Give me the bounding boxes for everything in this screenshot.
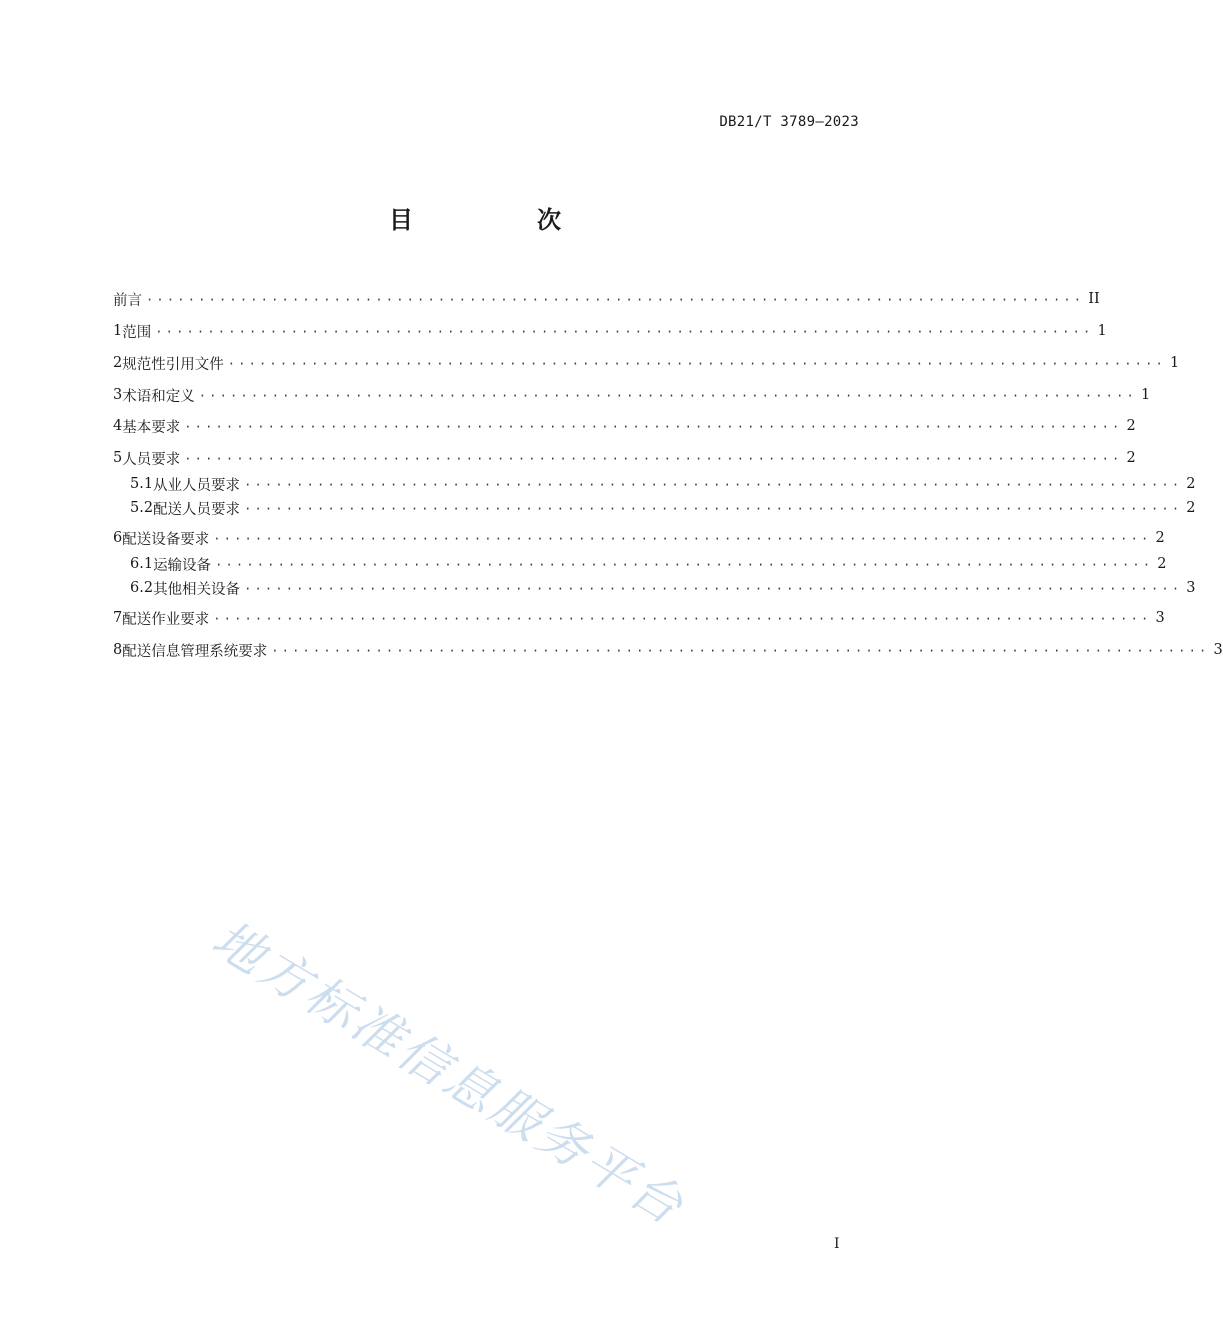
toc-entry-page: 3	[1186, 580, 1196, 596]
toc-entry-label: 配送信息管理系统要求	[122, 643, 268, 660]
toc-entry-page: II	[1088, 291, 1100, 307]
toc-entry-terms-definitions[interactable]	[113, 384, 1151, 406]
toc-entry-number: 5.1	[130, 476, 154, 492]
toc-entry-normative-references[interactable]	[113, 352, 1180, 374]
toc-entry-label: 从业人员要求	[153, 477, 241, 494]
toc-entry-number: 4	[113, 418, 123, 434]
toc-entry-number: 8	[113, 642, 123, 658]
toc-entry-number: 1	[113, 323, 123, 339]
toc-leader-dots: ··························································································	[198, 389, 1137, 403]
toc-entry-basic-requirements[interactable]	[113, 415, 1136, 437]
toc-entry-page: 2	[1186, 476, 1196, 492]
toc-leader-dots: ··························································································	[213, 532, 1152, 546]
toc-leader-dots: ··························································································	[271, 644, 1210, 658]
page-title: 目 次	[389, 206, 611, 234]
toc-entry-number: 5.2	[130, 500, 154, 516]
toc-leader-dots: ··························································································	[184, 452, 1123, 466]
toc-entry-page: 3	[1155, 610, 1165, 626]
toc-entry-staff-requirements[interactable]	[130, 473, 1196, 495]
toc-leader-dots: ··························································································	[244, 582, 1183, 596]
toc-entry-label: 范围	[122, 324, 152, 341]
toc-entry-information-system-requirements[interactable]	[113, 639, 1223, 661]
toc-entry-page: 1	[1169, 355, 1180, 371]
toc-entry-equipment-requirements[interactable]	[113, 527, 1165, 549]
toc-entry-page: 2	[1155, 530, 1165, 546]
toc-leader-dots: ··························································································	[215, 558, 1154, 572]
toc-entry-number: 2	[113, 355, 123, 371]
toc-entry-label: 规范性引用文件	[122, 356, 224, 373]
toc-entry-page: 2	[1126, 450, 1136, 466]
toc-entry-label: 基本要求	[122, 419, 181, 436]
toc-entry-foreword[interactable]	[113, 288, 1100, 310]
toc-entry-delivery-staff-requirements[interactable]	[130, 497, 1196, 519]
toc-entry-page: 2	[1126, 418, 1136, 434]
toc-leader-dots: ··························································································	[146, 293, 1085, 307]
toc-entry-number: 7	[113, 610, 123, 626]
document-code: DB21/T 3789—2023	[719, 114, 859, 130]
toc-entry-label: 配送人员要求	[153, 501, 241, 518]
toc-entry-number: 5	[113, 450, 123, 466]
toc-entry-page: 2	[1186, 500, 1196, 516]
toc-entry-label: 其他相关设备	[153, 581, 241, 598]
toc-entry-other-equipment[interactable]	[130, 577, 1196, 599]
toc-leader-dots: ··························································································	[184, 420, 1123, 434]
toc-entry-number: 6.1	[130, 556, 154, 572]
toc-leader-dots: ··························································································	[155, 325, 1094, 339]
watermark: 地方标准信息服务平台	[202, 909, 696, 1238]
toc-entry-label: 人员要求	[122, 451, 181, 468]
toc-entry-label: 运输设备	[153, 557, 212, 574]
toc-leader-dots: ··························································································	[227, 357, 1166, 371]
toc-entry-number: 6.2	[130, 580, 154, 596]
toc-entry-label: 前言	[113, 292, 142, 309]
toc-entry-number: 3	[113, 387, 123, 403]
toc-entry-label: 配送作业要求	[122, 611, 210, 628]
toc-entry-page: 2	[1157, 556, 1167, 572]
toc-entry-page: 1	[1140, 387, 1151, 403]
toc-entry-personnel-requirements[interactable]	[113, 447, 1136, 469]
toc-leader-dots: ··························································································	[244, 502, 1183, 516]
toc-entry-transport-equipment[interactable]	[130, 553, 1167, 575]
toc-entry-label: 配送设备要求	[122, 531, 210, 548]
toc-entry-page: 3	[1213, 642, 1223, 658]
page-number: I	[834, 1236, 840, 1252]
toc-entry-label: 术语和定义	[122, 388, 195, 405]
toc-entry-page: 1	[1097, 323, 1107, 339]
toc-entry-number: 6	[113, 530, 123, 546]
toc-entry-scope[interactable]	[113, 320, 1107, 342]
toc-leader-dots: ··························································································	[213, 612, 1152, 626]
toc-leader-dots: ··························································································	[244, 478, 1183, 492]
toc-entry-operation-requirements[interactable]	[113, 607, 1165, 629]
